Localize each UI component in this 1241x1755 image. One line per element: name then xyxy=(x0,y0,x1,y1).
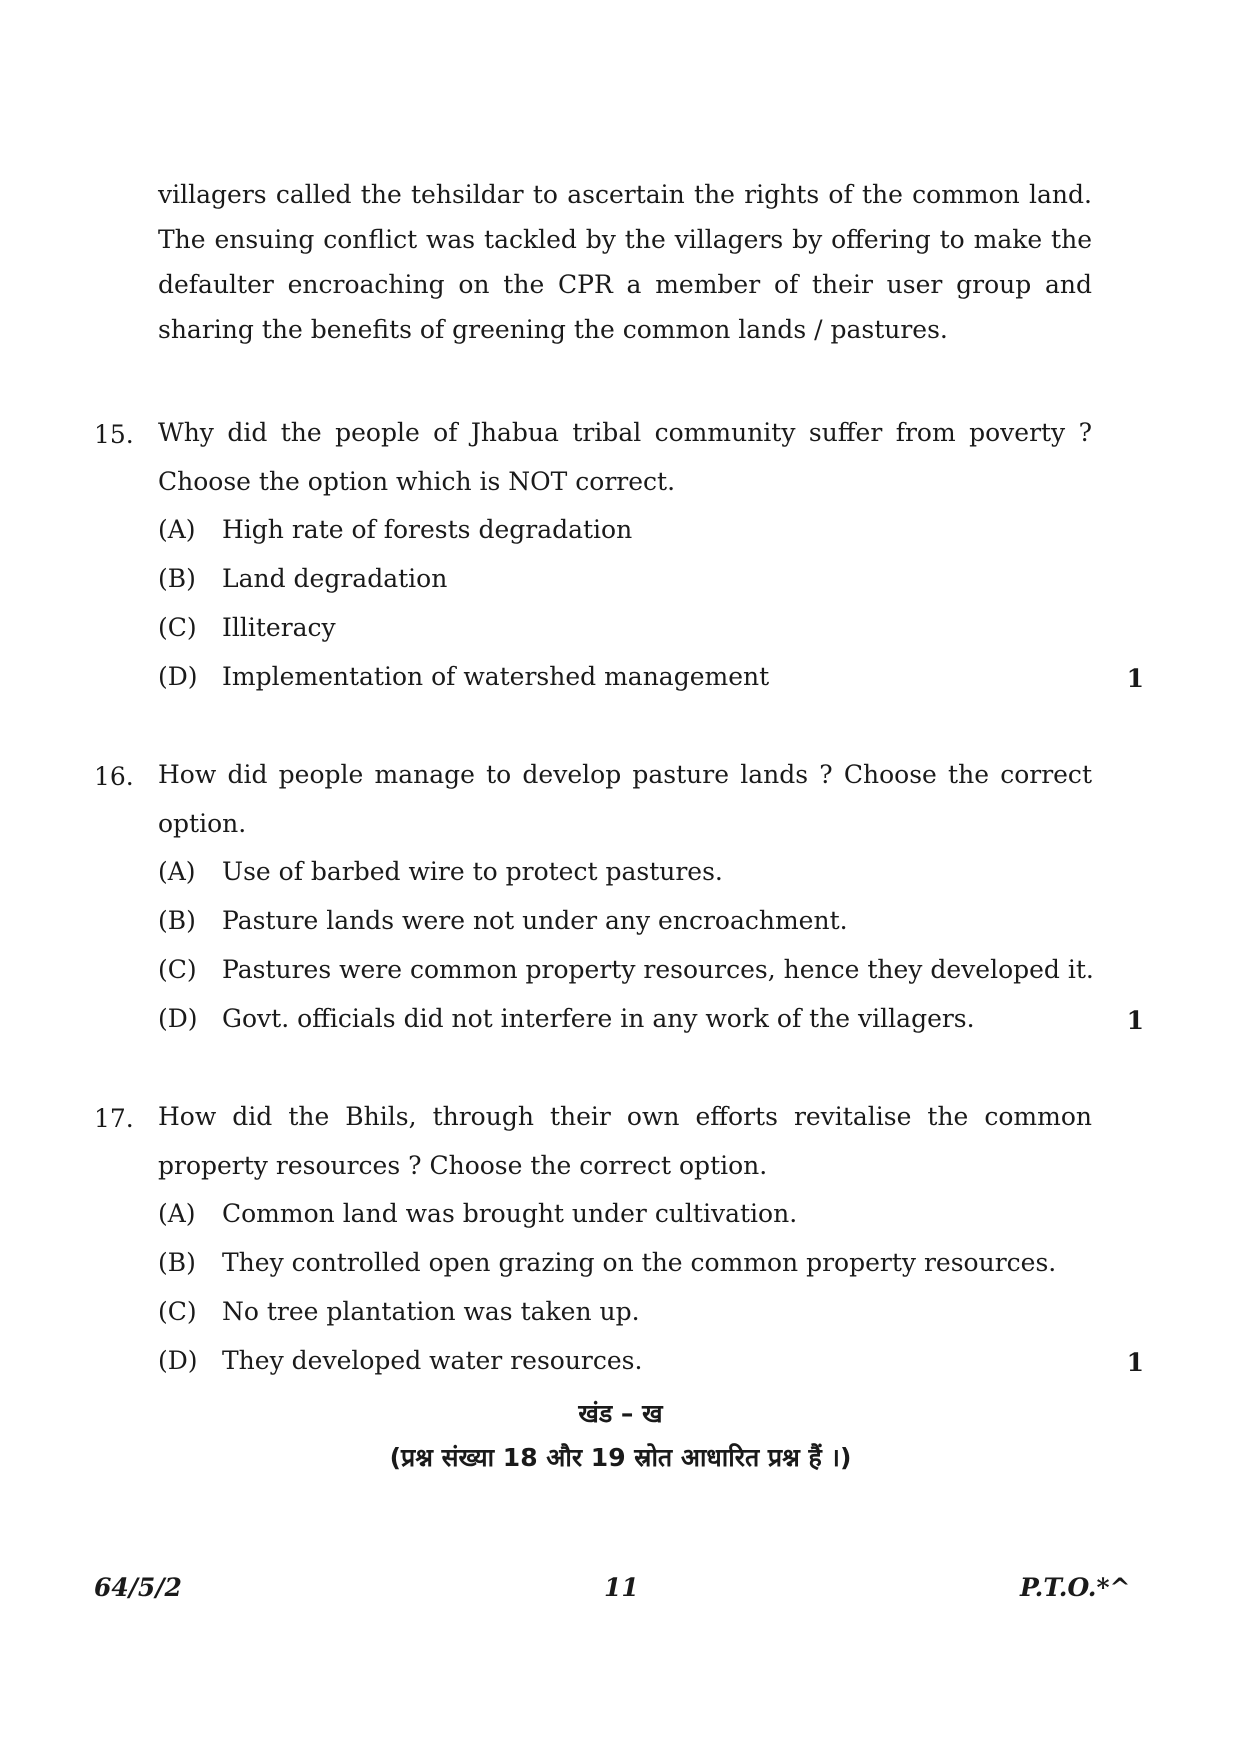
question-number: 15. xyxy=(94,420,134,449)
option-b xyxy=(158,554,447,603)
option-label: (B) xyxy=(158,564,196,593)
option-text: They developed water resources. xyxy=(222,1346,643,1375)
option-label: (D) xyxy=(158,662,198,691)
option-text: Implementation of watershed management xyxy=(222,662,770,691)
option-label: (D) xyxy=(158,1346,198,1375)
paper-code: 64/5/2 xyxy=(94,1573,182,1602)
option-label: (A) xyxy=(158,1199,196,1228)
option-label: (C) xyxy=(158,613,197,642)
marks: 1 xyxy=(1126,664,1144,693)
option-text: Pasture lands were not under any encroachment. xyxy=(222,906,848,935)
option-text: Common land was brought under cultivation. xyxy=(222,1199,798,1228)
option-text: Illiteracy xyxy=(222,613,336,642)
option-c xyxy=(158,945,1094,994)
option-text: Pastures were common property resources, hence they developed it. xyxy=(222,955,1094,984)
question-text: How did people manage to develop pasture lands ? Choose the correct option. xyxy=(158,760,1092,838)
marks: 1 xyxy=(1126,1348,1144,1377)
option-d xyxy=(158,1336,642,1385)
option-b xyxy=(158,1238,1056,1287)
option-text: No tree plantation was taken up. xyxy=(222,1297,640,1326)
option-label: (C) xyxy=(158,1297,197,1326)
option-c xyxy=(158,1287,640,1336)
section-subtitle: (प्रश्न संख्या 18 और 19 स्रोत आधारित प्रश्न हैं ।) xyxy=(389,1443,852,1472)
intro-paragraph: villagers called the tehsildar to ascertain the rights of the common land. The ensuing conflict was tackled by the villagers by offering to make the defaulter encroaching on the CPR a member of their user group and sharing the benefits of greening the common lands / pastures. xyxy=(158,180,1092,344)
option-text: Land degradation xyxy=(222,564,448,593)
option-label: (B) xyxy=(158,1248,196,1277)
option-a xyxy=(158,847,723,896)
question-text: Why did the people of Jhabua tribal community suffer from poverty ? Choose the option which is NOT correct. xyxy=(158,418,1092,496)
option-label: (A) xyxy=(158,857,196,886)
option-b xyxy=(158,896,848,945)
marks: 1 xyxy=(1126,1006,1144,1035)
option-c xyxy=(158,603,336,652)
option-a xyxy=(158,505,632,554)
question-number: 16. xyxy=(94,762,134,791)
option-label: (B) xyxy=(158,906,196,935)
option-text: High rate of forests degradation xyxy=(222,515,633,544)
option-text: Use of barbed wire to protect pastures. xyxy=(222,857,723,886)
section-title: खंड – ख xyxy=(578,1399,663,1428)
option-label: (D) xyxy=(158,1004,198,1033)
question-number: 17. xyxy=(94,1104,134,1133)
option-text: They controlled open grazing on the common property resources. xyxy=(222,1248,1057,1277)
option-a xyxy=(158,1189,797,1238)
option-label: (A) xyxy=(158,515,196,544)
option-d xyxy=(158,994,975,1043)
question-text: How did the Bhils, through their own efforts revitalise the common property resources ? Choose the correct option. xyxy=(158,1102,1092,1180)
pto-label: P.T.O.*^ xyxy=(1020,1573,1131,1602)
option-text: Govt. officials did not interfere in any work of the villagers. xyxy=(222,1004,975,1033)
option-d xyxy=(158,652,769,701)
page-number: 11 xyxy=(604,1573,639,1602)
option-label: (C) xyxy=(158,955,197,984)
